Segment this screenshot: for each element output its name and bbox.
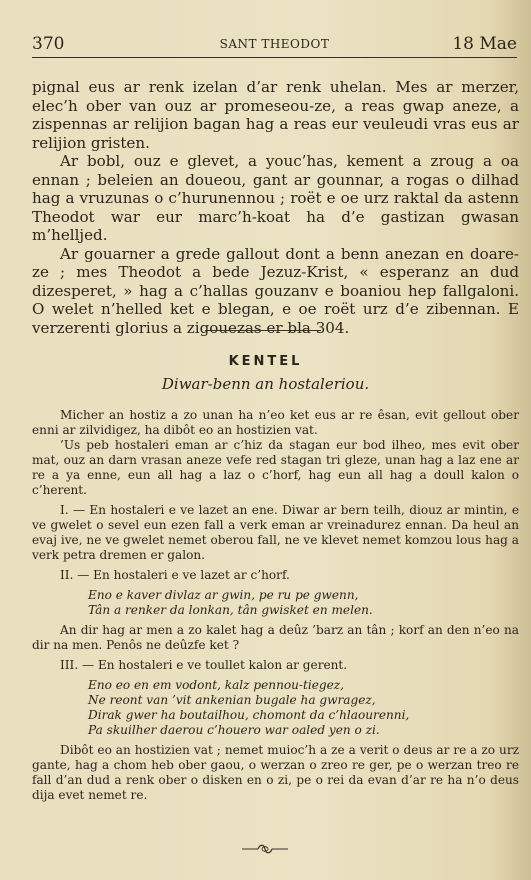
- paragraph: ’Us peb hostaleri eman ar c’hiz da stagan eur bod ilheo, mes evit ober mat, ouz an darn vrasan aneze vefe red stagan tri gleze, unan hag a laz ene ar re a ya enne, eun all hag a laz o c’horf, hag eun all hag a doull kalon o c’herent.: [32, 438, 519, 497]
- page-number: 370: [32, 34, 65, 54]
- kentel-heading: KENTEL: [228, 354, 303, 369]
- verse-line: Dirak gwer ha boutailhou, chomont da c’hlaourenni,: [88, 708, 410, 722]
- section-2: II. — En hostaleri e ve lazet ar c’horf.: [60, 568, 290, 582]
- verse-line: Eno eo en em vodont, kalz pennou-tiegez,: [88, 678, 345, 692]
- section-divider: [205, 330, 321, 331]
- verse-line: Tân a renker da lonkan, tân gwisket en melen.: [88, 603, 373, 617]
- section-1: I. — En hostaleri e ve lazet an ene. Diwar ar bern teilh, diouz ar mintin, e ve gwelet o sevel eun ezen fall a verk eman ar vreinadurez ennan. Da heul an evaj ive, ne ve gwelet nemet oberou fall, ne ve klevet nemet komzou lous hag a verk petra dremen er galon.: [32, 503, 519, 562]
- lesson-text: [32, 408, 519, 803]
- kentel-subtitle: Diwar-benn an hostaleriou.: [161, 375, 370, 393]
- paragraph: Ar bobl, ouz e glevet, a youc’has, kement a zroug a oa ennan ; beleien an doueou, gant ar gounnar, a rogas o dilhad hag a vruzunas o c’hurunennou ; roët e oe urz raktal da astenn Theodot war eur marc’h-koat ha d’e gastizan gwasan m’helljed.: [32, 152, 519, 244]
- verse: [32, 678, 519, 738]
- closing-paragraph: Dibôt eo an hostizien vat ; nemet muioc’h a ze a verit o deus ar re a zo urz gante, hag a chom heb ober gaou, o werzan o zreo re ger, pe o werzan treo re fall d’an dud a renk ober o disken en o zi, pe o rei da evan d’ar re ha n’o deus dija evet nemet re.: [32, 743, 519, 802]
- verse: [32, 588, 519, 618]
- verse-line: Eno e kaver divlaz ar gwin, pe ru pe gwenn,: [88, 588, 359, 602]
- main-text: [32, 78, 519, 337]
- header-date: 18 Mae: [452, 34, 517, 54]
- paragraph: Micher an hostiz a zo unan ha n’eo ket eus ar re êsan, evit gellout ober enni ar zilvidigez, ha dibôt eo an hostizien vat.: [32, 408, 519, 437]
- paragraph: An dir hag ar men a zo kalet hag a deûz ’barz an tân ; korf an den n’eo na dir na men. Penôs ne deûzfe ket ?: [32, 623, 519, 652]
- header-rule: [32, 57, 517, 58]
- running-header: [32, 34, 517, 54]
- running-title: SANT THEODOT: [219, 37, 330, 51]
- scroll-ornament-icon: [240, 842, 290, 856]
- paragraph: pignal eus ar renk izelan d’ar renk uhelan. Mes ar merzer, elec’h ober van ouz ar promeseou-ze, a reas gwap aneze, a zispennas ar relijion bagan hag a reas eur veuleudi vras eus ar relijion gristen.: [32, 78, 519, 152]
- verse-line: Pa skuilher daerou c’houero war oaled yen o zi.: [88, 723, 380, 737]
- verse-line: Ne reont van ’vit ankenian bugale ha gwragez,: [88, 693, 376, 707]
- paragraph: Ar gouarner a grede gallout dont a benn anezan en doare-ze ; mes Theodot a bede Jezuz-Krist, « esperanz an dud dizesperet, » hag a c’hallas gouzanv e boaniou hep fallgaloni. O welet n’helled ket e blegan, e oe roët urz d’e zibennan. E verzerenti glorius a zigouezas er bla 304.: [32, 244, 519, 337]
- section-3: III. — En hostaleri e ve toullet kalon ar gerent.: [60, 658, 348, 672]
